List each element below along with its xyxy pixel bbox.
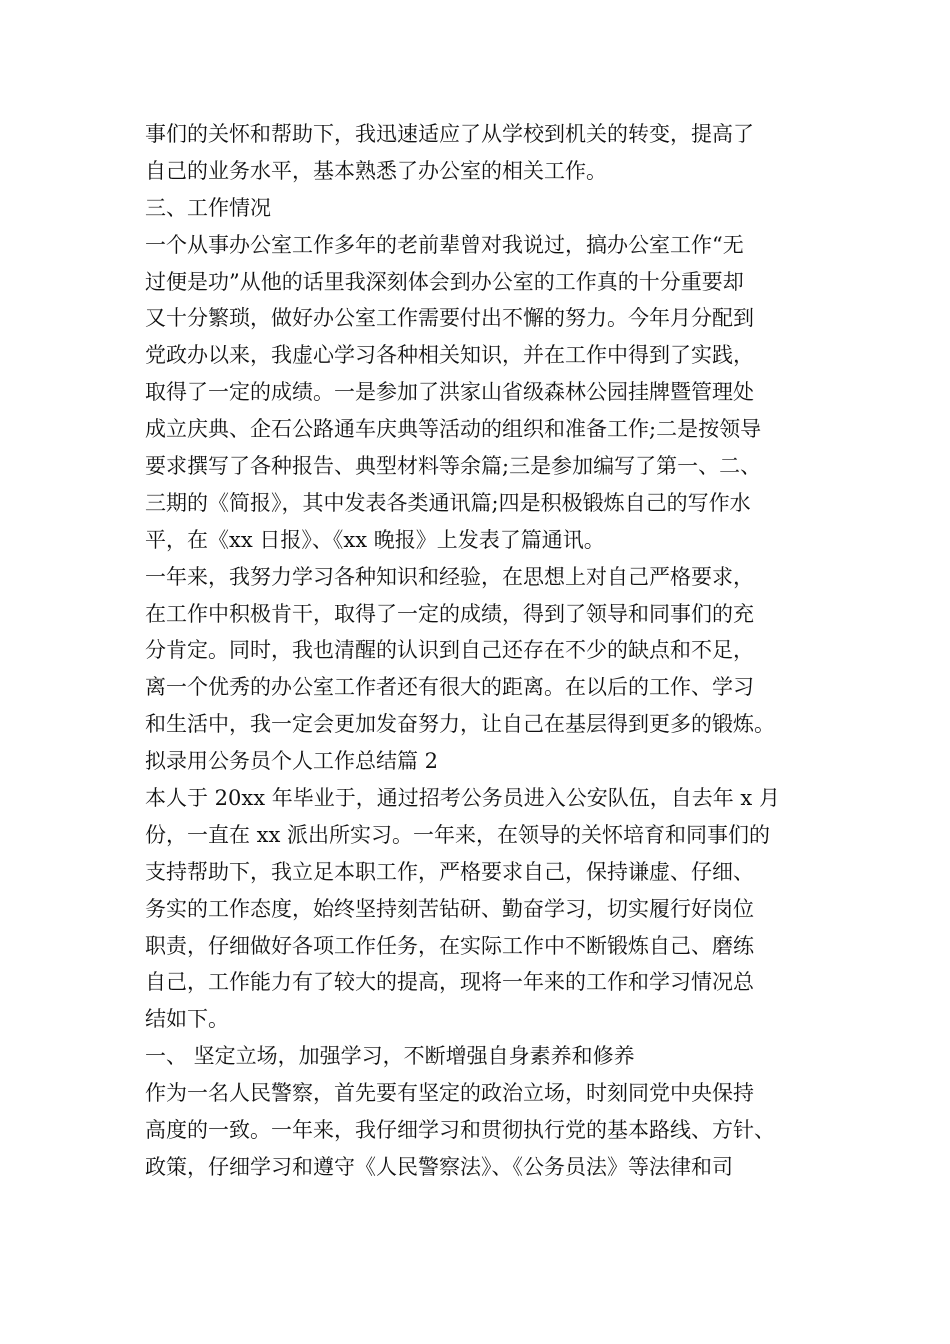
text-line: 过便是功”从他的话里我深刻体会到办公室的工作真的十分重要却 (145, 269, 744, 294)
text-line: 本人于 20xx 年毕业于，通过招考公务员进入公安队伍，自去年 x 月 (145, 786, 780, 811)
text-line: 在工作中积极肯干，取得了一定的成绩，得到了领导和同事们的充 (145, 601, 754, 626)
text-line: 结如下。 (145, 1007, 229, 1032)
text-line: 离一个优秀的办公室工作者还有很大的距离。在以后的工作、学习 (145, 675, 754, 700)
text-line: 又十分繁琐，做好办公室工作需要付出不懈的努力。今年月分配到 (145, 306, 754, 331)
text-line: 取得了一定的成绩。一是参加了洪家山省级森林公园挂牌暨管理处 (145, 380, 754, 405)
text-line: 政策，仔细学习和遵守《人民警察法》、《公务员法》等法律和司 (145, 1154, 733, 1179)
text-line: 一个从事办公室工作多年的老前辈曾对我说过，搞办公室工作“无 (145, 232, 744, 257)
text-line: 作为一名人民警察，首先要有坚定的政治立场，时刻同党中央保持 (145, 1081, 754, 1106)
text-line: 自己，工作能力有了较大的提高，现将一年来的工作和学习情况总 (145, 970, 754, 995)
text-line: 三期的《简报》，其中发表各类通讯篇;四是积极锻炼自己的写作水 (145, 490, 751, 515)
article-title: 拟录用公务员个人工作总结篇 2 (145, 749, 439, 774)
text-line: 份，一直在 xx 派出所实习。一年来，在领导的关怀培育和同事们的 (145, 822, 771, 847)
text-line: 自己的业务水平，基本熟悉了办公室的相关工作。 (145, 158, 607, 183)
text-line: 分肯定。同时，我也清醒的认识到自己还存在不少的缺点和不足， (145, 638, 754, 663)
text-line: 职责，仔细做好各项工作任务，在实际工作中不断锻炼自己、磨练 (145, 933, 754, 958)
text-line: 支持帮助下，我立足本职工作，严格要求自己，保持谦虚、仔细、 (145, 859, 754, 884)
text-line: 一年来，我努力学习各种知识和经验，在思想上对自己严格要求， (145, 564, 754, 589)
text-line: 平，在《xx 日报》、《xx 晚报》上发表了篇通讯。 (145, 527, 605, 552)
text-line: 要求撰写了各种报告、典型材料等余篇;三是参加编写了第一、二、 (145, 454, 762, 479)
section-heading: 一、 坚定立场，加强学习，不断增强自身素养和修养 (145, 1044, 635, 1069)
text-line: 务实的工作态度，始终坚持刻苦钻研、勤奋学习，切实履行好岗位 (145, 896, 754, 921)
document-body (145, 116, 825, 1186)
text-line: 党政办以来，我虚心学习各种相关知识，并在工作中得到了实践， (145, 343, 754, 368)
section-heading: 三、工作情况 (145, 195, 271, 220)
text-line: 和生活中，我一定会更加发奋努力，让自己在基层得到更多的锻炼。 (145, 712, 775, 737)
text-line: 事们的关怀和帮助下，我迅速适应了从学校到机关的转变，提高了 (145, 122, 754, 146)
text-line: 成立庆典、企石公路通车庆典等活动的组织和准备工作;二是按领导 (145, 417, 762, 442)
text-line: 高度的一致。一年来，我仔细学习和贯彻执行党的基本路线、方针、 (145, 1118, 775, 1143)
